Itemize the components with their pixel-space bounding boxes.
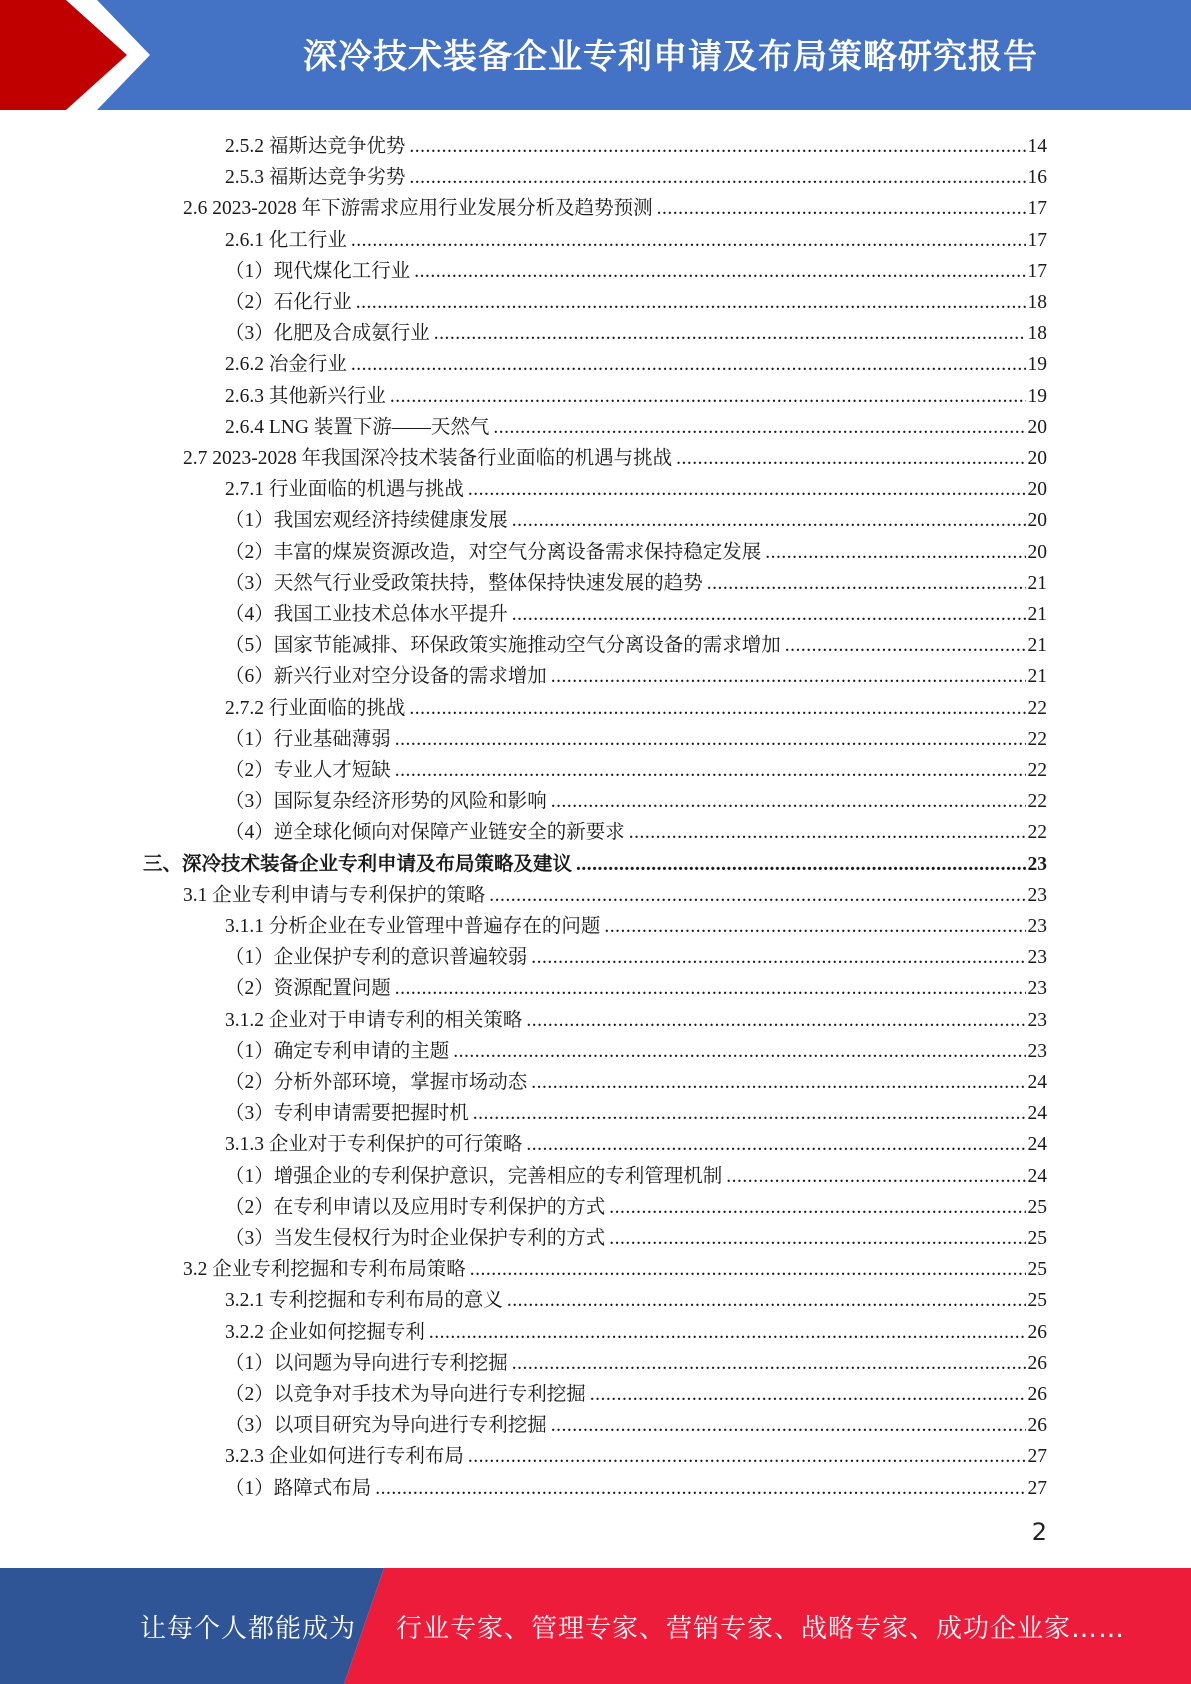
toc-entry-title: 3.2.2 企业如何挖掘专利: [225, 1321, 425, 1343]
toc-entry-page: 25: [1027, 1259, 1047, 1281]
toc-dot-leader: [551, 665, 1026, 689]
toc-entry[interactable]: [225, 721, 1047, 752]
toc-entry-title: 3.1 企业专利申请与专利保护的策略: [183, 884, 486, 906]
toc-entry-title: （2）在专利申请以及应用时专利保护的方式: [225, 1196, 606, 1218]
toc-entry-title: （1）以问题为导向进行专利挖掘: [225, 1352, 508, 1374]
toc-entry[interactable]: [225, 1033, 1047, 1064]
toc-entry[interactable]: [225, 128, 1047, 159]
toc-entry-title: 2.5.3 福斯达竞争劣势: [225, 167, 406, 189]
toc-dot-leader: [375, 1477, 1025, 1501]
toc-entry[interactable]: [225, 1282, 1047, 1313]
toc-entry[interactable]: [225, 908, 1047, 939]
toc-dot-leader: [493, 416, 1025, 440]
toc-entry-title: 3.1.2 企业对于申请专利的相关策略: [225, 1009, 523, 1031]
toc-entry[interactable]: [183, 440, 1047, 471]
toc-dot-leader: [409, 697, 1025, 721]
toc-entry[interactable]: [225, 1376, 1047, 1407]
toc-dot-leader: [526, 1009, 1025, 1033]
toc-entry[interactable]: [225, 315, 1047, 346]
toc-entry-title: （3）天然气行业受政策扶持，整体保持快速发展的趋势: [225, 572, 703, 594]
toc-entry-title: （4）逆全球化倾向对保障产业链安全的新要求: [225, 822, 625, 844]
toc-entry[interactable]: [225, 378, 1047, 409]
toc-dot-leader: [429, 1321, 1026, 1345]
toc-entry-title: （2）石化行业: [225, 292, 352, 313]
toc-entry-title: （3）化肥及合成氨行业: [225, 323, 430, 345]
toc-entry-page: 14: [1027, 136, 1047, 157]
footer-slogan-right: 行业专家、管理专家、营销专家、战略专家、成功企业家……: [396, 1613, 1126, 1644]
toc-entry-page: 23: [1027, 853, 1047, 875]
toc-entry[interactable]: [225, 1407, 1047, 1438]
toc-entry-title: （2）资源配置问题: [225, 978, 391, 1000]
toc-entry-page: 22: [1027, 822, 1047, 844]
toc-entry-page: 27: [1027, 1446, 1047, 1468]
toc-entry-title: （1）行业基础薄弱: [225, 728, 391, 750]
toc-dot-leader: [356, 291, 1026, 315]
toc-entry[interactable]: [225, 970, 1047, 1001]
toc-entry[interactable]: [225, 783, 1047, 814]
toc-entry-title: （5）国家节能减排、环保政策实施推动空气分离设备的需求增加: [225, 635, 781, 657]
toc-dot-leader: [526, 1133, 1025, 1157]
toc-entry-page: 17: [1027, 198, 1047, 220]
toc-entry[interactable]: [225, 814, 1047, 845]
toc-entry-title: （1）我国宏观经济持续健康发展: [225, 510, 508, 532]
toc-entry[interactable]: [183, 877, 1047, 908]
toc-entry[interactable]: [225, 1002, 1047, 1033]
toc-entry-page: 23: [1027, 1009, 1047, 1031]
toc-entry-title: 2.6.3 其他新兴行业: [225, 385, 386, 407]
toc-entry-page: 24: [1027, 1134, 1047, 1156]
toc-entry-title: （1）增强企业的专利保护意识，完善相应的专利管理机制: [225, 1165, 723, 1187]
toc-entry-title: （1）企业保护专利的意识普遍较弱: [225, 947, 528, 969]
toc-entry-title: 2.6 2023-2028 年下游需求应用行业发展分析及趋势预测: [183, 198, 653, 220]
toc-entry-page: 26: [1027, 1321, 1047, 1343]
toc-entry-page: 20: [1027, 416, 1047, 438]
toc-dot-leader: [507, 1289, 1026, 1313]
toc-entry-title: （6）新兴行业对空分设备的需求增加: [225, 666, 547, 688]
toc-dot-leader: [409, 135, 1025, 159]
toc-entry[interactable]: [225, 1095, 1047, 1126]
toc-entry-title: （2）专业人才短缺: [225, 760, 391, 781]
toc-entry-page: 26: [1027, 1352, 1047, 1374]
toc-entry-page: 20: [1027, 510, 1047, 532]
toc-dot-leader: [468, 1445, 1026, 1469]
toc-dot-leader: [512, 603, 1026, 627]
toc-dot-leader: [414, 260, 1025, 284]
toc-entry-page: 27: [1027, 1477, 1047, 1499]
toc-dot-leader: [576, 853, 1025, 877]
page-number: 2: [1031, 1518, 1047, 1546]
toc-entry[interactable]: [183, 190, 1047, 221]
toc-entry[interactable]: [143, 846, 1047, 877]
toc-entry-title: 3.2 企业专利挖掘和专利布局策略: [183, 1259, 466, 1281]
toc-entry-title: 2.7 2023-2028 年我国深冷技术装备行业面临的机遇与挑战: [183, 448, 673, 469]
toc-dot-leader: [609, 1196, 1025, 1220]
toc-entry[interactable]: [225, 596, 1047, 627]
toc-dot-leader: [453, 1040, 1025, 1064]
toc-dot-leader: [395, 728, 1026, 752]
toc-entry[interactable]: [225, 1220, 1047, 1251]
toc-entry-title: 3.2.1 专利挖掘和专利布局的意义: [225, 1290, 503, 1312]
toc-entry-title: （3）当发生侵权行为时企业保护专利的方式: [225, 1228, 606, 1249]
toc-entry-page: 22: [1027, 791, 1047, 813]
toc-entry-page: 23: [1027, 947, 1047, 969]
toc-entry-page: 25: [1027, 1196, 1047, 1218]
toc-dot-leader: [551, 1414, 1026, 1438]
toc-dot-leader: [604, 915, 1025, 939]
toc-dot-leader: [590, 1383, 1026, 1407]
toc-entry[interactable]: [225, 471, 1047, 502]
toc-entry[interactable]: [225, 565, 1047, 596]
toc-entry-page: 16: [1027, 167, 1047, 189]
toc-entry[interactable]: [225, 253, 1047, 284]
toc-dot-leader: [551, 790, 1026, 814]
toc-entry-page: 21: [1027, 572, 1047, 594]
toc-entry-title: 三、深冷技术装备企业专利申请及布局策略及建议: [143, 853, 573, 875]
toc-entry[interactable]: [225, 1314, 1047, 1345]
toc-entry-page: 24: [1027, 1103, 1047, 1125]
toc-entry[interactable]: [225, 222, 1047, 253]
toc-entry-title: （3）以项目研究为导向进行专利挖掘: [225, 1415, 547, 1437]
toc-entry[interactable]: [225, 284, 1047, 315]
toc-dot-leader: [489, 884, 1025, 908]
toc-entry-page: 24: [1027, 1072, 1047, 1093]
toc-entry-title: 2.6.2 冶金行业: [225, 354, 347, 376]
page-header: [0, 0, 1191, 110]
toc-entry[interactable]: [225, 1470, 1047, 1501]
toc-entry-title: （2）分析外部环境，掌握市场动态: [225, 1072, 528, 1093]
toc-entry[interactable]: [183, 1251, 1047, 1282]
toc-dot-leader: [395, 977, 1026, 1001]
toc-entry[interactable]: [225, 658, 1047, 689]
toc-entry-title: 2.6.4 LNG 装置下游——天然气: [225, 416, 490, 438]
toc-entry[interactable]: [225, 1438, 1047, 1469]
toc-entry-title: 3.1.3 企业对于专利保护的可行策略: [225, 1134, 523, 1156]
toc-entry-page: 17: [1027, 229, 1047, 251]
toc-entry[interactable]: [225, 346, 1047, 377]
toc-entry-title: 3.1.1 分析企业在专业管理中普遍存在的问题: [225, 916, 601, 937]
toc-dot-leader: [351, 353, 1026, 377]
toc-entry[interactable]: [225, 752, 1047, 783]
toc-entry-page: 19: [1027, 354, 1047, 376]
toc-entry-title: （3）专利申请需要把握时机: [225, 1103, 469, 1125]
toc-dot-leader: [512, 509, 1026, 533]
toc-entry-page: 22: [1027, 697, 1047, 719]
toc-entry-page: 23: [1027, 884, 1047, 906]
toc-entry[interactable]: [225, 502, 1047, 533]
toc-entry-page: 22: [1027, 760, 1047, 781]
toc-dot-leader: [676, 447, 1025, 471]
toc-entry-title: （2）以竞争对手技术为导向进行专利挖掘: [225, 1384, 586, 1405]
footer-slogan-left: 让每个人都能成为: [140, 1613, 357, 1644]
toc-dot-leader: [765, 541, 1025, 565]
toc-entry-page: 18: [1027, 323, 1047, 345]
toc-entry[interactable]: [225, 1345, 1047, 1376]
toc-dot-leader: [707, 572, 1026, 596]
toc-entry-title: 3.2.3 企业如何进行专利布局: [225, 1446, 464, 1468]
toc-dot-leader: [395, 759, 1026, 783]
toc-entry[interactable]: [225, 534, 1047, 565]
toc-dot-leader: [512, 1352, 1026, 1376]
toc-entry[interactable]: [225, 939, 1047, 970]
toc-entry[interactable]: [225, 1064, 1047, 1095]
toc-dot-leader: [351, 229, 1026, 253]
page-footer: [0, 1568, 1191, 1684]
toc-entry-title: 2.5.2 福斯达竞争优势: [225, 136, 406, 157]
toc-dot-leader: [434, 322, 1026, 346]
toc-entry-page: 24: [1027, 1165, 1047, 1187]
toc-entry-title: （1）确定专利申请的主题: [225, 1040, 450, 1062]
toc-dot-leader: [609, 1227, 1025, 1251]
toc-entry-page: 17: [1027, 260, 1047, 282]
toc-dot-leader: [531, 1071, 1025, 1095]
toc-entry[interactable]: [225, 1126, 1047, 1157]
toc-entry[interactable]: [225, 627, 1047, 658]
toc-entry-page: 20: [1027, 448, 1047, 469]
toc-entry-title: （3）国际复杂经济形势的风险和影响: [225, 791, 547, 813]
toc-entry-page: 23: [1027, 978, 1047, 1000]
toc-entry[interactable]: [225, 690, 1047, 721]
toc-entry-page: 25: [1027, 1290, 1047, 1312]
toc-dot-leader: [785, 634, 1026, 658]
toc-dot-leader: [726, 1165, 1025, 1189]
toc-entry-page: 26: [1027, 1384, 1047, 1405]
toc-dot-leader: [531, 946, 1025, 970]
toc-entry-title: 2.6.1 化工行业: [225, 229, 347, 251]
toc-entry-page: 23: [1027, 1040, 1047, 1062]
toc-entry[interactable]: [225, 1158, 1047, 1189]
toc-entry-title: （2）丰富的煤炭资源改造，对空气分离设备需求保持稳定发展: [225, 541, 762, 563]
toc-entry-page: 22: [1027, 728, 1047, 750]
toc-entry-title: （1）现代煤化工行业: [225, 260, 411, 282]
toc-entry-page: 20: [1027, 479, 1047, 501]
toc-entry[interactable]: [225, 409, 1047, 440]
toc-dot-leader: [629, 821, 1026, 845]
toc-entry-page: 23: [1027, 916, 1047, 937]
toc-entry-title: （4）我国工业技术总体水平提升: [225, 604, 508, 625]
toc-dot-leader: [468, 478, 1026, 502]
report-title: 深冷技术装备企业专利申请及布局策略研究报告: [303, 36, 1038, 77]
toc-entry-page: 25: [1027, 1228, 1047, 1249]
toc-dot-leader: [473, 1102, 1026, 1126]
toc-entry-title: （1）路障式布局: [225, 1477, 372, 1499]
toc-dot-leader: [409, 166, 1025, 190]
toc-entry-page: 26: [1027, 1415, 1047, 1437]
toc-entry-page: 21: [1027, 635, 1047, 657]
toc-entry-page: 20: [1027, 541, 1047, 563]
toc-entry-page: 21: [1027, 666, 1047, 688]
toc-entry-title: 2.7.2 行业面临的挑战: [225, 697, 406, 719]
toc-dot-leader: [470, 1258, 1026, 1282]
toc-entry-title: 2.7.1 行业面临的机遇与挑战: [225, 479, 464, 501]
toc-entry-page: 21: [1027, 604, 1047, 625]
toc-entry-page: 19: [1027, 385, 1047, 407]
toc-dot-leader: [390, 385, 1026, 409]
toc-entry[interactable]: [225, 159, 1047, 190]
toc-entry-page: 18: [1027, 292, 1047, 313]
toc-entry[interactable]: [225, 1189, 1047, 1220]
toc-dot-leader: [657, 197, 1026, 221]
